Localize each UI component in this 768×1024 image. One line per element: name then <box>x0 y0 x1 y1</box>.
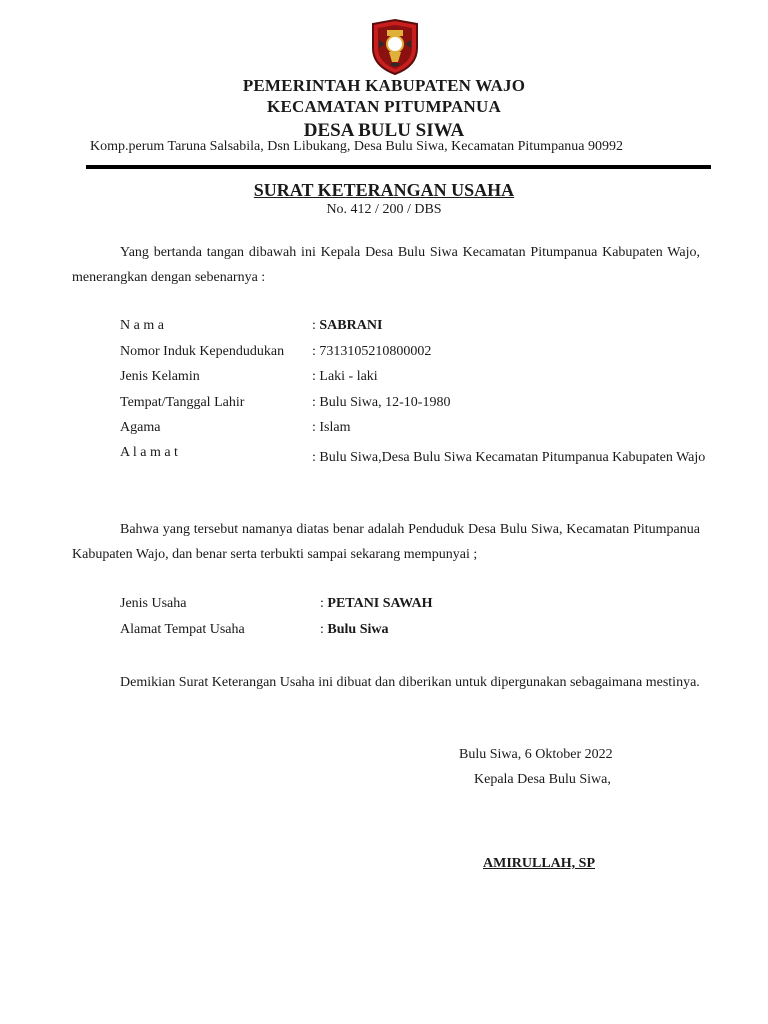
intro-paragraph: Yang bertanda tangan dibawah ini Kepala Desa Bulu Siwa Kecamatan Pitumpanua Kabupaten Wajo, menerangkan dengan sebenarnya : <box>72 245 700 285</box>
header-address: Komp.perum Taruna Salsabila, Dsn Libukang, Desa Bulu Siwa, Kecamatan Pitumpanua 90992 <box>90 139 623 154</box>
identity-value-row <box>312 318 382 334</box>
colon: : <box>312 395 316 410</box>
colon: : <box>312 450 316 465</box>
header-regency: PEMERINTAH KABUPATEN WAJO <box>242 76 526 95</box>
identity-address-value: Bulu Siwa,Desa Bulu Siwa Kecamatan Pitumpanua Kabupaten Wajo <box>319 450 706 465</box>
identity-religion-value: Islam <box>319 420 351 435</box>
identity-label: Tempat/Tanggal Lahir <box>120 395 245 410</box>
colon: : <box>312 344 316 359</box>
identity-value-row <box>312 369 378 385</box>
identity-value-row <box>312 420 351 436</box>
identity-label: Jenis Kelamin <box>120 369 200 384</box>
header-divider <box>86 165 711 169</box>
identity-value-row <box>312 445 717 470</box>
business-label: Alamat Tempat Usaha <box>120 622 245 637</box>
signature-name: AMIRULLAH, SP <box>483 856 596 871</box>
identity-value-row <box>312 344 431 360</box>
business-address-value: Bulu Siwa <box>327 622 389 637</box>
signature-place-date: Bulu Siwa, 6 Oktober 2022 <box>459 747 613 762</box>
colon: : <box>312 369 316 384</box>
colon: : <box>312 318 316 333</box>
identity-label: A l a m a t <box>120 445 178 460</box>
colon: : <box>312 420 316 435</box>
signature-position: Kepala Desa Bulu Siwa, <box>474 772 611 787</box>
identity-name-value: SABRANI <box>319 318 383 333</box>
document-title: SURAT KETERANGAN USAHA <box>253 180 515 200</box>
identity-nik-value: 7313105210800002 <box>319 344 432 359</box>
business-type-value: PETANI SAWAH <box>327 596 433 611</box>
closing-paragraph: Demikian Surat Keterangan Usaha ini dibuat dan diberikan untuk dipergunakan sebagaimana mestinya. <box>120 675 700 690</box>
title-wrapper <box>0 180 768 201</box>
identity-gender-value: Laki - laki <box>319 369 378 384</box>
identity-value-row <box>312 395 450 411</box>
statement-paragraph: Bahwa yang tersebut namanya diatas benar adalah Penduduk Desa Bulu Siwa, Kecamatan Pitumpanua Kabupaten Wajo, dan benar serta terbukti sampai sekarang mempunyai ; <box>72 522 700 562</box>
business-value-row <box>320 622 388 638</box>
regency-emblem <box>369 18 421 76</box>
business-value-row <box>320 596 433 612</box>
identity-label: Nomor Induk Kependudukan <box>120 344 285 359</box>
header-village: DESA BULU SIWA <box>303 120 465 141</box>
colon: : <box>320 622 324 637</box>
colon: : <box>320 596 324 611</box>
identity-label: Agama <box>120 420 161 435</box>
identity-birth-value: Bulu Siwa, 12-10-1980 <box>319 395 451 410</box>
business-label: Jenis Usaha <box>120 596 187 611</box>
identity-label: N a m a <box>120 318 164 333</box>
document-number: No. 412 / 200 / DBS <box>326 202 442 217</box>
header-district: KECAMATAN PITUMPANUA <box>267 97 501 116</box>
